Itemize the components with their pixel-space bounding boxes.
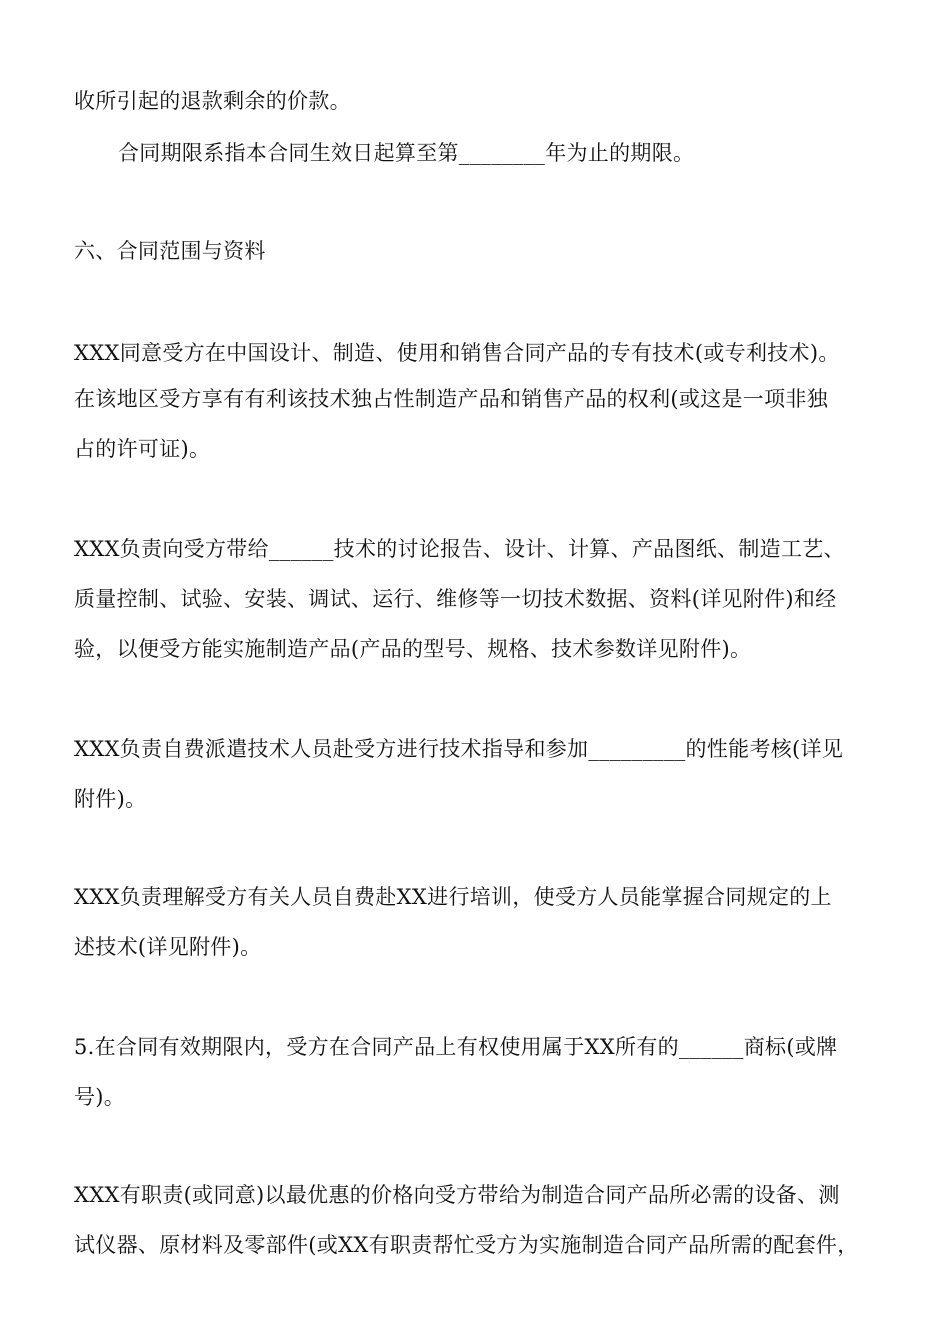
text-line: XXX有职责(或同意)以最优惠的价格向受方带给为制造合同产品所必需的设备、测 xyxy=(74,1183,840,1207)
text-line: 5.在合同有效期限内，受方在合同产品上有权使用属于XX所有的______商标(或牌 xyxy=(74,1035,838,1059)
text-line: 收所引起的退款剩余的价款。 xyxy=(74,89,351,113)
text-line: XXX负责向受方带给______技术的讨论报告、设计、计算、产品图纸、制造工艺、 xyxy=(74,537,845,561)
text-line: XXX同意受方在中国设计、制造、使用和销售合同产品的专有技术(或专利技术)。 xyxy=(74,341,840,365)
text-line: XXX负责自费派遣技术人员赴受方进行技术指导和参加_________的性能考核(详见 xyxy=(74,737,844,761)
text-line: XXX负责理解受方有关人员自费赴XX进行培训，使受方人员能掌握合同规定的上 xyxy=(74,885,832,909)
text-line: 述技术(详见附件)。 xyxy=(74,935,262,959)
section-heading: 六、合同范围与资料 xyxy=(74,239,266,263)
text-line: 验，以便受方能实施制造产品(产品的型号、规格、技术参数详见附件)。 xyxy=(74,637,752,661)
contract-term-line: 合同期限系指本合同生效日起算至第________年为止的期限。 xyxy=(118,141,695,165)
text-line: 占的许可证)。 xyxy=(74,437,211,461)
text-line: 质量控制、试验、安装、调试、运行、维修等一切技术数据、资料(详见附件)和经 xyxy=(74,587,837,611)
text-line: 附件)。 xyxy=(74,787,147,811)
text-line: 试仪器、原材料及零部件(或XX有职责帮忙受方为实施制造合同产品所需的配套件， xyxy=(74,1233,859,1257)
text-line: 在该地区受方享有有利该技术独占性制造产品和销售产品的权利(或这是一项非独 xyxy=(74,387,828,411)
text-line: 号)。 xyxy=(74,1085,126,1109)
